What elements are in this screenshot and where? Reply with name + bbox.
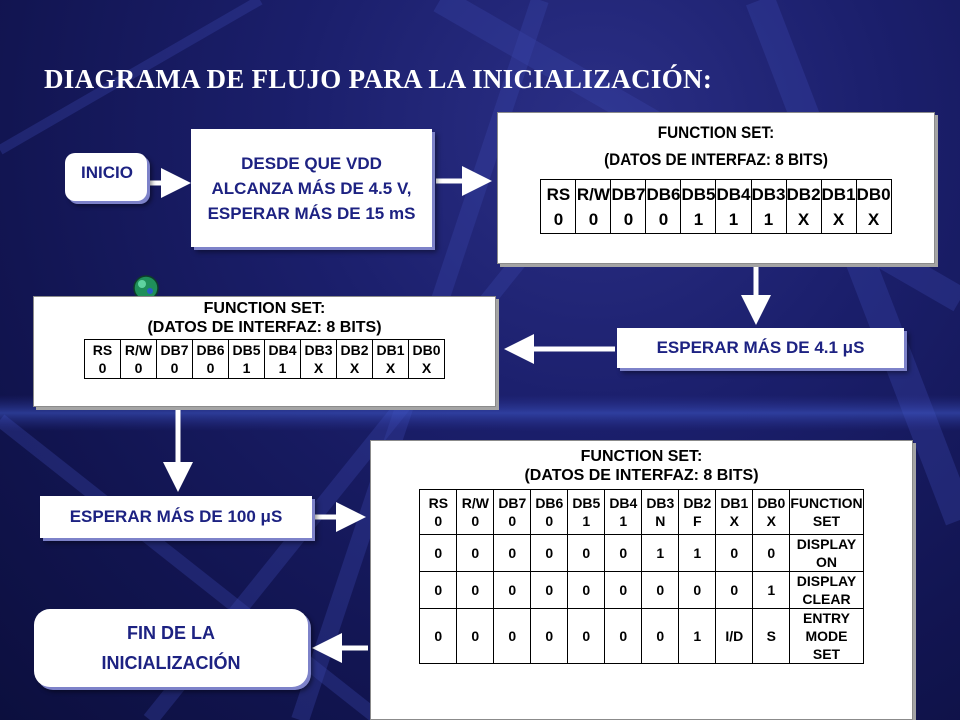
cell-header: R/W [576, 184, 610, 204]
register-cell [753, 572, 790, 609]
register-cell [531, 490, 568, 535]
cell-value: 0 [206, 360, 215, 376]
command-name-cell: DISPLAY CLEAR [790, 572, 863, 609]
command-name-cell: FUNCTION SET [790, 490, 863, 535]
register-cell [821, 180, 856, 234]
register-cell [642, 535, 679, 572]
register-cell [679, 609, 716, 664]
cell-header: 1 [693, 545, 702, 561]
wait-4-1us-box: ESPERAR MÁS DE 4.1 μS [617, 328, 904, 368]
register-cell [531, 535, 568, 572]
register-cell [541, 180, 576, 234]
register-cell [494, 535, 531, 572]
register-cell [751, 180, 786, 234]
register-cell [420, 572, 457, 609]
cell-header: RS [428, 495, 449, 511]
register-cell [420, 490, 457, 535]
cell-header: 0 [545, 582, 554, 598]
register-cell [157, 340, 193, 379]
cell-header: DB6 [646, 184, 681, 204]
register-cell [642, 490, 679, 535]
wait-100us-box: ESPERAR MÁS DE 100 μS [40, 496, 312, 538]
cell-value: X [766, 513, 776, 529]
panel-title: FUNCTION SET: (DATOS DE INTERFAZ: 8 BITS) [524, 448, 759, 484]
cell-header: DB1 [376, 342, 405, 358]
command-table [419, 489, 863, 664]
register-cell [786, 180, 821, 234]
fin-label: FIN DE LA INICIALIZACIÓN [101, 623, 241, 673]
register-cell [753, 535, 790, 572]
cell-header: DB3 [304, 342, 333, 358]
register-cell [337, 340, 373, 379]
cell-header: DB3 [751, 184, 786, 204]
register-cell [568, 572, 605, 609]
register-cell [605, 609, 642, 664]
register-cell [679, 490, 716, 535]
cell-header: DB0 [412, 342, 441, 358]
cell-value: 1 [619, 513, 628, 529]
cell-value: X [385, 360, 396, 376]
cell-header: DB5 [681, 184, 716, 204]
register-cell [494, 490, 531, 535]
cell-header: DB0 [757, 495, 786, 511]
command-table-panel [370, 440, 913, 720]
cell-header: 1 [767, 582, 776, 598]
cell-header: 0 [693, 582, 702, 598]
register-table [540, 179, 891, 234]
cell-header: 0 [582, 545, 591, 561]
register-cell [679, 572, 716, 609]
cell-value: X [313, 360, 324, 376]
register-cell [409, 340, 445, 379]
cell-value: 0 [658, 209, 669, 229]
cell-value: 0 [623, 209, 634, 229]
cell-header: DB6 [196, 342, 225, 358]
wait-15ms-box [191, 129, 432, 247]
register-cell [605, 572, 642, 609]
register-cell [301, 340, 337, 379]
cell-value: 0 [588, 209, 599, 229]
cell-header: DB7 [160, 342, 189, 358]
register-cell [716, 609, 753, 664]
cell-header: DB2 [340, 342, 369, 358]
function-set-panel-1 [497, 112, 935, 264]
cell-header: DB7 [498, 495, 527, 511]
cell-header: 0 [730, 545, 739, 561]
cell-value: 0 [508, 513, 517, 529]
register-cell [531, 609, 568, 664]
cell-header: 0 [545, 545, 554, 561]
cell-value: N [655, 513, 666, 529]
cell-value: X [421, 360, 432, 376]
table-row [420, 535, 863, 572]
register-cell [646, 180, 681, 234]
register-cell [457, 572, 494, 609]
cell-value: X [349, 360, 360, 376]
register-cell [568, 609, 605, 664]
cell-header: DB1 [821, 184, 856, 204]
wait-15ms-label: DESDE QUE VDD ALCANZA MÁS DE 4.5 V, ESPERAR MÁS DE 15 mS [207, 153, 416, 223]
cell-header: 0 [434, 545, 443, 561]
panel-title: FUNCTION SET: (DATOS DE INTERFAZ: 8 BITS) [604, 123, 828, 169]
register-cell [229, 340, 265, 379]
cell-header: S [766, 628, 776, 644]
register-cell [716, 535, 753, 572]
register-cell [605, 535, 642, 572]
cell-header: 0 [545, 628, 554, 644]
cell-value: 0 [545, 513, 554, 529]
register-cell [611, 180, 646, 234]
register-table [84, 339, 445, 379]
register-cell [716, 180, 751, 234]
register-cell [494, 609, 531, 664]
cell-header: 0 [508, 545, 517, 561]
register-cell [265, 340, 301, 379]
register-cell [494, 572, 531, 609]
register-cell [642, 572, 679, 609]
register-cell [576, 180, 611, 234]
cell-header: 1 [656, 545, 665, 561]
cell-header: 0 [471, 545, 480, 561]
cell-header: 0 [471, 582, 480, 598]
cell-header: R/W [461, 495, 489, 511]
cell-value: X [797, 209, 810, 229]
cell-header: DB4 [268, 342, 297, 358]
panel-title: FUNCTION SET: (DATOS DE INTERFAZ: 8 BITS) [147, 300, 382, 336]
table-row [420, 490, 863, 535]
cell-header: RS [92, 342, 113, 358]
register-cell [457, 535, 494, 572]
cell-header: DB2 [683, 495, 712, 511]
command-name-cell: DISPLAY ON [790, 535, 863, 572]
register-cell [568, 490, 605, 535]
register-cell [716, 490, 753, 535]
cell-value: 0 [553, 209, 564, 229]
cell-header: 0 [619, 628, 628, 644]
cell-header: 1 [693, 628, 702, 644]
cell-header: RS [546, 184, 571, 204]
cell-value: 1 [278, 360, 287, 376]
register-cell [420, 609, 457, 664]
register-cell [457, 609, 494, 664]
cell-header: 0 [767, 545, 776, 561]
cell-header: DB0 [856, 184, 891, 204]
cell-value: 1 [582, 513, 591, 529]
cell-header: DB5 [232, 342, 261, 358]
cell-header: 0 [730, 582, 739, 598]
table-row [541, 180, 891, 234]
fin-box [34, 609, 308, 687]
cell-value: X [729, 513, 739, 529]
inicio-box: INICIO [65, 153, 147, 201]
cell-header: 0 [471, 628, 480, 644]
cell-header: I/D [725, 628, 744, 644]
cell-value: X [832, 209, 845, 229]
cell-header: DB3 [646, 495, 675, 511]
register-cell [121, 340, 157, 379]
register-cell [753, 490, 790, 535]
cell-value: 0 [134, 360, 143, 376]
table-row [85, 340, 445, 379]
cell-header: DB6 [535, 495, 564, 511]
cell-header: 0 [656, 582, 665, 598]
register-cell [85, 340, 121, 379]
register-cell [373, 340, 409, 379]
cell-header: DB5 [572, 495, 601, 511]
register-cell [605, 490, 642, 535]
cell-header: DB4 [609, 495, 638, 511]
cell-header: DB2 [786, 184, 821, 204]
register-cell [856, 180, 891, 234]
cell-header: DB4 [716, 184, 751, 204]
table-row [420, 572, 863, 609]
cell-header: 0 [619, 582, 628, 598]
cell-value: X [867, 209, 880, 229]
register-cell [679, 535, 716, 572]
cell-header: 0 [434, 628, 443, 644]
cell-value: 1 [693, 209, 704, 229]
cell-header: 0 [582, 582, 591, 598]
register-cell [420, 535, 457, 572]
command-name-cell: ENTRY MODE SET [790, 609, 863, 664]
cell-value: 1 [728, 209, 739, 229]
cell-header: R/W [124, 342, 153, 358]
register-cell [568, 535, 605, 572]
cell-value: 0 [434, 513, 443, 529]
cell-header: 0 [434, 582, 443, 598]
page-title: DIAGRAMA DE FLUJO PARA LA INICIALIZACIÓN: [44, 64, 713, 94]
cell-header: 0 [508, 628, 517, 644]
function-set-panel-2 [33, 296, 496, 407]
register-cell [716, 572, 753, 609]
cell-header: 0 [619, 545, 628, 561]
register-cell [681, 180, 716, 234]
cell-header: 0 [582, 628, 591, 644]
cell-header: DB7 [611, 184, 646, 204]
cell-value: 0 [471, 513, 480, 529]
cell-value: 0 [98, 360, 107, 376]
cell-value: 1 [242, 360, 251, 376]
cell-value: F [693, 513, 702, 529]
register-cell [457, 490, 494, 535]
cell-value: 1 [763, 209, 774, 229]
register-cell [753, 609, 790, 664]
register-cell [531, 572, 568, 609]
cell-header: 0 [656, 628, 665, 644]
cell-header: 0 [508, 582, 517, 598]
register-cell [642, 609, 679, 664]
register-cell [193, 340, 229, 379]
cell-header: DB1 [720, 495, 749, 511]
cell-value: 0 [170, 360, 179, 376]
table-row [420, 609, 863, 664]
